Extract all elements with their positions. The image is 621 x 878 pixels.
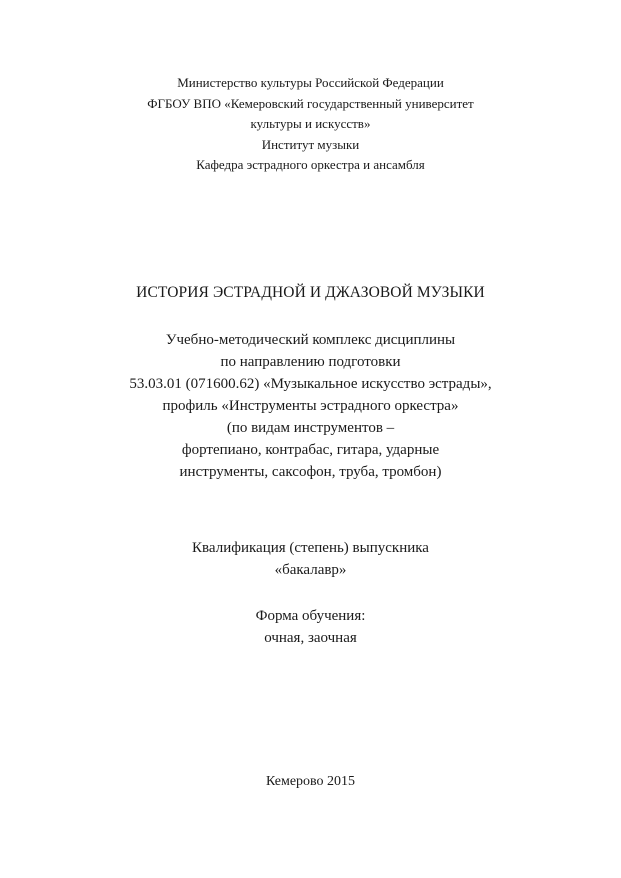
- study-form-block: [0, 605, 621, 649]
- department-line: Кафедра эстрадного оркестра и ансамбля: [196, 157, 425, 172]
- city-year-footer: [0, 772, 621, 792]
- description-line-4: профиль «Инструменты эстрадного оркестра»: [162, 398, 459, 414]
- document-title-text: ИСТОРИЯ ЭСТРАДНОЙ И ДЖАЗОВОЙ МУЗЫКИ: [136, 284, 485, 301]
- university-line-continued: культуры и искусств»: [250, 116, 371, 131]
- study-form-label: Форма обучения:: [255, 608, 366, 624]
- document-title: [0, 282, 621, 304]
- course-description: [0, 329, 621, 483]
- city-year-text: Кемерово 2015: [265, 774, 356, 789]
- institution-header: [0, 73, 621, 176]
- qualification-value: «бакалавр»: [274, 562, 347, 578]
- ministry-line: Министерство культуры Российской Федерации: [177, 75, 444, 90]
- description-line-7: инструменты, саксофон, труба, тромбон): [179, 464, 442, 480]
- description-line-3: 53.03.01 (071600.62) «Музыкальное искусство эстрады»,: [129, 376, 492, 392]
- description-line-5: (по видам инструментов –: [226, 420, 395, 436]
- description-line-1: Учебно-методический комплекс дисциплины: [165, 332, 456, 348]
- qualification-block: [0, 537, 621, 581]
- institute-line: Институт музыки: [261, 136, 360, 152]
- university-line: ФГБОУ ВПО «Кемеровский государственный университет: [147, 95, 474, 111]
- qualification-label: Квалификация (степень) выпускника: [192, 540, 429, 556]
- description-line-2: по направлению подготовки: [220, 354, 401, 370]
- description-line-6: фортепиано, контрабас, гитара, ударные: [181, 442, 440, 458]
- study-form-value: очная, заочная: [264, 630, 357, 646]
